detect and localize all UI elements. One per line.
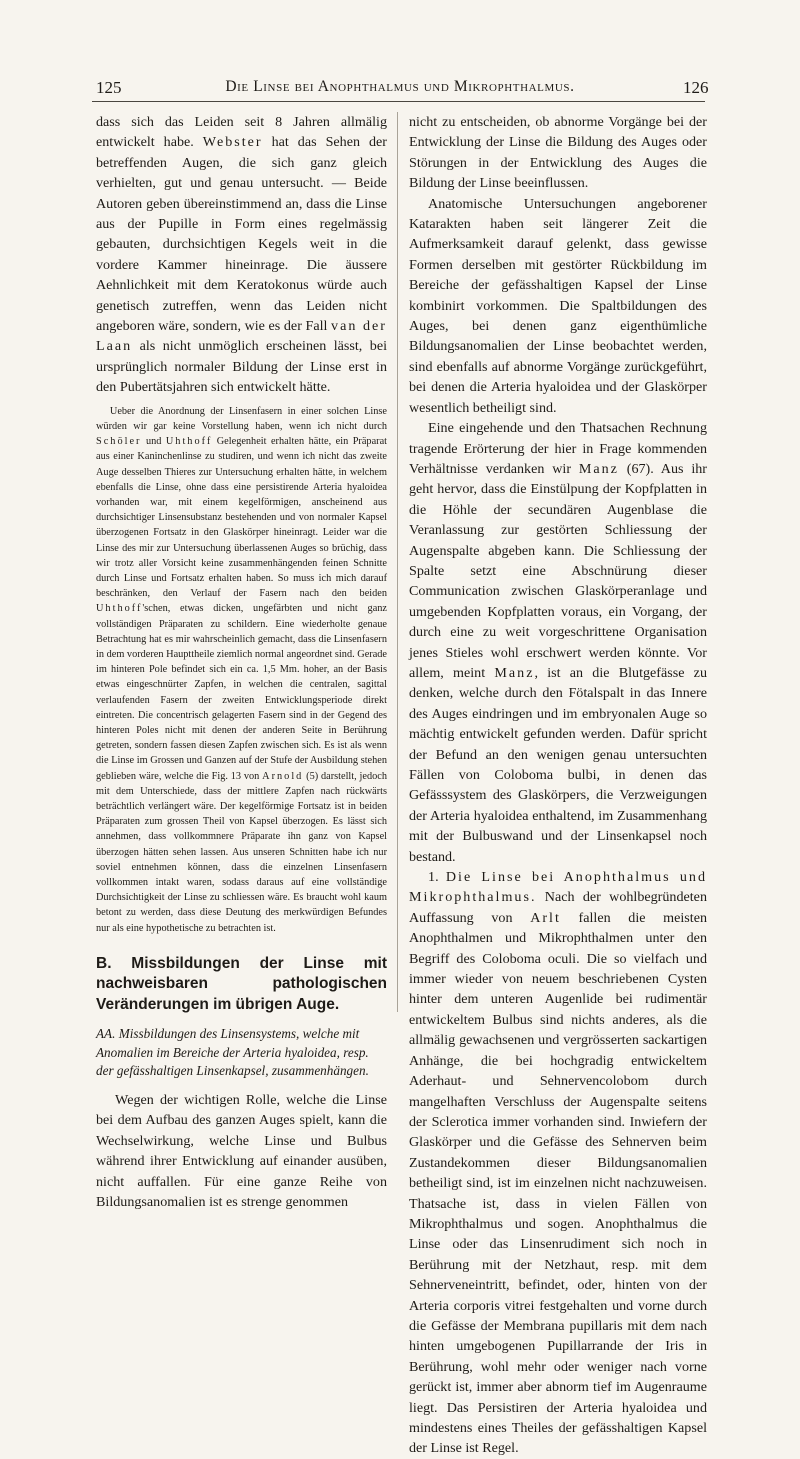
text-run: Ueber die Anordnung der Linsenfasern in einer solchen Linse würden wir gar keine Vorstellung haben, wenn ich nicht durch — [96, 405, 387, 432]
author-arlt: Arlt — [530, 909, 561, 926]
text-run: dass sich das Leiden seit 8 Jahren allmälig entwickelt habe. — [96, 114, 387, 151]
running-title: Die Linse bei Anophthalmus und Mikrophthalmus. — [225, 78, 575, 95]
paragraph-continuation: nicht zu entscheiden, ob abnorme Vorgänge bei der Entwicklung der Linse die Bildung des Auges oder Störungen in der Entwicklung des Auges die Bildung der Linse beeinflussen. — [409, 114, 707, 192]
text-run: fallen die meisten Anophthalmen und Mikrophthalmen unter den Begriff des Coloboma oculi. Die so vielfach und immer wieder von neuem beschriebenen Cysten hinter dem unteren Augenlide bei rudimentär entwickeltem Bulbus sind nichts anderes, als die allmälig gewachsenen und vergrösserten sackartigen Anhänge, die bei hochgradig entwickeltem Aderhaut- und Sehnervencolobom durch mangelhaften Verschluss der Augenspalte seitens der Sclerotica immer vorhanden sind. Inwiefern der Glaskörper und die Gefässe des Sehnerven beim Zustandekommen dieser Bildungsanomalien betheiligt sind, ist im einzelnen nicht nachzuweisen. Thatsache ist, dass in vielen Fällen von Mikrophthalmus und sogen. Anophthalmus die Linse oder das Linsenrudiment sich noch in Berührung mit der Netzhaut, resp. mit dem Sehnerveneintritt, befindet, oder, hinten von der Arteria corporis vitrei festgehalten und vorne durch die Gefässe der Membrana pupillaris mit dem nach hinten umgebogenen Pupillarrande der Iris in Berührung, wohl mehr oder weniger nach vorne gerückt ist, immer aber abnorm tief im Augenraume liegt. Das Persistiren der Arteria hyaloidea und mindestens eines Theiles der gefässhaltigen Kapsel der Linse ist Regel. — [409, 909, 707, 1457]
header-rule — [92, 101, 705, 102]
author-webster: Webster — [202, 134, 263, 151]
author-schoeler: Schöler — [96, 436, 142, 448]
paragraph-keratokonus — [96, 112, 387, 398]
text-run: als nicht unmöglich erscheinen lässt, bei ursprünglich normaler Bildung der Linse erst in den Pubertätsjahren sich entwickelt hätte. — [96, 338, 387, 396]
text-run: Gelegenheit erhalten hätte, ein Präparat aus einer Kaninchenlinse zu studiren, und wenn ich nicht das zweite Auge desselben Thieres zur Untersuchung erhalten hätte, in welchem ebenfalls die Linse, ohne dass eine persistirende Arteria hyaloidea vorhanden war, mit einem kegelförmigen, anscheinend aus durchsichtiger Linsensubstanz bestehenden und von normaler Kapsel überzogenen Fortsatz in den Glaskörper hineinragt. Leider war die Linse des mir zur Untersuchung überlassenen Auges so brüchig, dass wir trotz aller Vorsicht keine zusammenhängenden feinen Schnitte durch Linse und Fortsatz erhalten haben. So muss ich mich darauf beschränken, den Verlauf der Fasern nach den beiden — [96, 436, 387, 600]
author-van-der-laan: van der Laan — [96, 318, 388, 355]
paragraph-katarakten: Anatomische Untersuchungen angeborener Katarakten haben seit längerer Zeit die Aufmerksamkeit darauf gelenkt, dass gewisse Formen derselben mit gestörter Rückbildung im Bereiche der gefässhaltigen Kapsel der Linse kombinirt vorkommen. Die Spaltbildungen des Auges, bei denen ganz eigenthümliche Bildungsanomalien der Linse beobachtet werden, sind ebenfalls auf abnorme Vorgänge zurückgeführt, bei denen die Arteria hyaloidea und der Glaskörper wesentlich betheiligt sind. — [409, 195, 707, 416]
text-run: Nach der wohlbegründeten Auffassung von — [409, 889, 707, 926]
text-run: und — [141, 436, 166, 448]
paragraph-anophthalmus — [409, 867, 707, 1459]
section-heading-b: B. Missbildungen der Linse mit nachweisbaren pathologischen Veränderungen im übrigen Auge. — [96, 954, 387, 1013]
text-run: , ist an die Blutgefässe zu denken, welche durch den Fötalspalt in das Innere des Auges eindringen und im embryonalen Auge so mächtig entwickelt gefunden werden. Dafür spricht der Befund an den wenigen genau untersuchten Fällen von Coloboma bulbi, in denen das Gefässsystem des Glaskörpers, die Verzweigungen der Arteria hyaloidea enthaltend, im Zusammenhang mit der Bulbuswand und der Linsenkapsel noch bestand. — [409, 664, 707, 865]
text-run: 'schen, etwas dicken, ungefärbten und nicht ganz vollständigen Präparaten zu schildern. Eine wiederholte genaue Betrachtung hat es mir wahrscheinlich gemacht, dass die Linsenfasern in dem vorderen Haupttheile ziemlich normal angeordnet sind. Gerade im hinteren Pole befindet sich ein ca. 1,5 Mm. hoher, an der Basis etwas eingeschnürter Zapfen, in welchen die centralen, sagittal verlaufenden Fasern der zweiten Entwicklungsperiode direkt eintreten. Die concentrisch gelagerten Fasern sind in der Gegend des hinteren Poles nicht mit denen der anderen Seite in Berührung getreten, sondern fassen diesen Zapfen zwischen sich. Es ist als wenn die Linse im Grossen und Ganzen auf der Stufe der Ausbildung stehen geblieben wäre, welche die Fig. 13 von — [96, 603, 387, 782]
text-run: hat das Sehen der betreffenden Augen, die sich ganz gleich verhielten, gut und genau untersucht. — Beide Autoren geben übereinstimmend an, dass die Linse aus der Pupille in Form eines regelmässig gebauten, durchsichtigen Kegels weit in die vordere Kammer hineinragе. Die äussere Aehnlichkeit mit dem Keratokonus würde auch genetisch zutreffen, wenn das Leiden nicht angeboren wäre, sondern, wie es der Fall — [96, 134, 387, 335]
paragraph-manz — [409, 418, 707, 867]
subsection-title-1: Die Linse bei Anophthalmus und Mikrophthalmus. — [409, 869, 707, 906]
author-manz: Manz — [494, 664, 535, 681]
subsection-heading-aa: AA. Missbildungen des Linsensystems, welche mit Anomalien im Bereiche der Arteria hyaloidea, resp. der gefässhaltigen Linsenkapsel, zusammenhängen. — [96, 1026, 369, 1078]
left-column — [96, 112, 387, 1212]
author-uhthoff: Uhthoff — [165, 436, 213, 448]
text-run: (5) darstellt, jedoch mit dem Unterschiede, dass der mittlere Zapfen nach rückwärts beträchtlich verlängert wäre. Der kegelförmige Fortsatz ist in beiden Präparaten zum grossen Theil von Kapsel überzogen. Es lässt sich annehmen, dass vollkommnere Präparate ihn ganz von Kapsel überzogen hätten sehen lassen. Aus unseren Schnitten habe ich nur soviel entnehmen können, dass die einzelnen Linsenfasern vollkommen intakt waren, sodass daraus auf eine vollständige Durchsichtigkeit der Linse zu schliessen wäre. Es braucht wohl kaum betont zu werden, dass diese Deutung des merkwürdigen Befundes nur als eine hypothetische zu betrachten ist. — [96, 770, 387, 934]
small-print-note — [96, 404, 387, 936]
text-run: (67). Aus ihr geht hervor, dass die Einstülpung der Kopfplatten in die Höhle der secundären Augenblase die Veranlassung zur gestörten Schliessung der Augenspalte abgeben kann. Die Schliessung der Spalte setzt eine Abschnürung dieser Communication zwischen Glaskörperanlage und umgebenden Kopfplatten voraus, ein Vorgang, der durch eine zu weit vorgeschrittene Organisation jenes Stieles wohl erschwert werden könnte. Vor allem, meint — [409, 460, 707, 681]
paragraph-wechselwirkung: Wegen der wichtigen Rolle, welche die Linse bei dem Aufbau des ganzen Auges spielt, kann die Wechselwirkung, welche Linse und Bulbus während ihrer Entwicklung auf einander ausüben, nicht auffallen. Für eine ganze Reihe von Bildungsanomalien ist es strenge genommen — [96, 1091, 387, 1210]
column-divider — [397, 112, 398, 1012]
author-manz: Manz — [578, 460, 619, 477]
text-run: 1. — [428, 869, 446, 886]
author-uhthoff: Uhthoff — [96, 603, 143, 615]
author-arnold: Arnold — [262, 770, 304, 782]
page-number-left: 125 — [96, 78, 122, 97]
page-number-right: 126 — [683, 78, 709, 97]
right-column — [409, 112, 707, 1459]
text-run: Eine eingehende und den Thatsachen Rechnung tragende Erörterung der hier in Frage kommenden Verhältnisse verdanken wir — [409, 420, 707, 477]
